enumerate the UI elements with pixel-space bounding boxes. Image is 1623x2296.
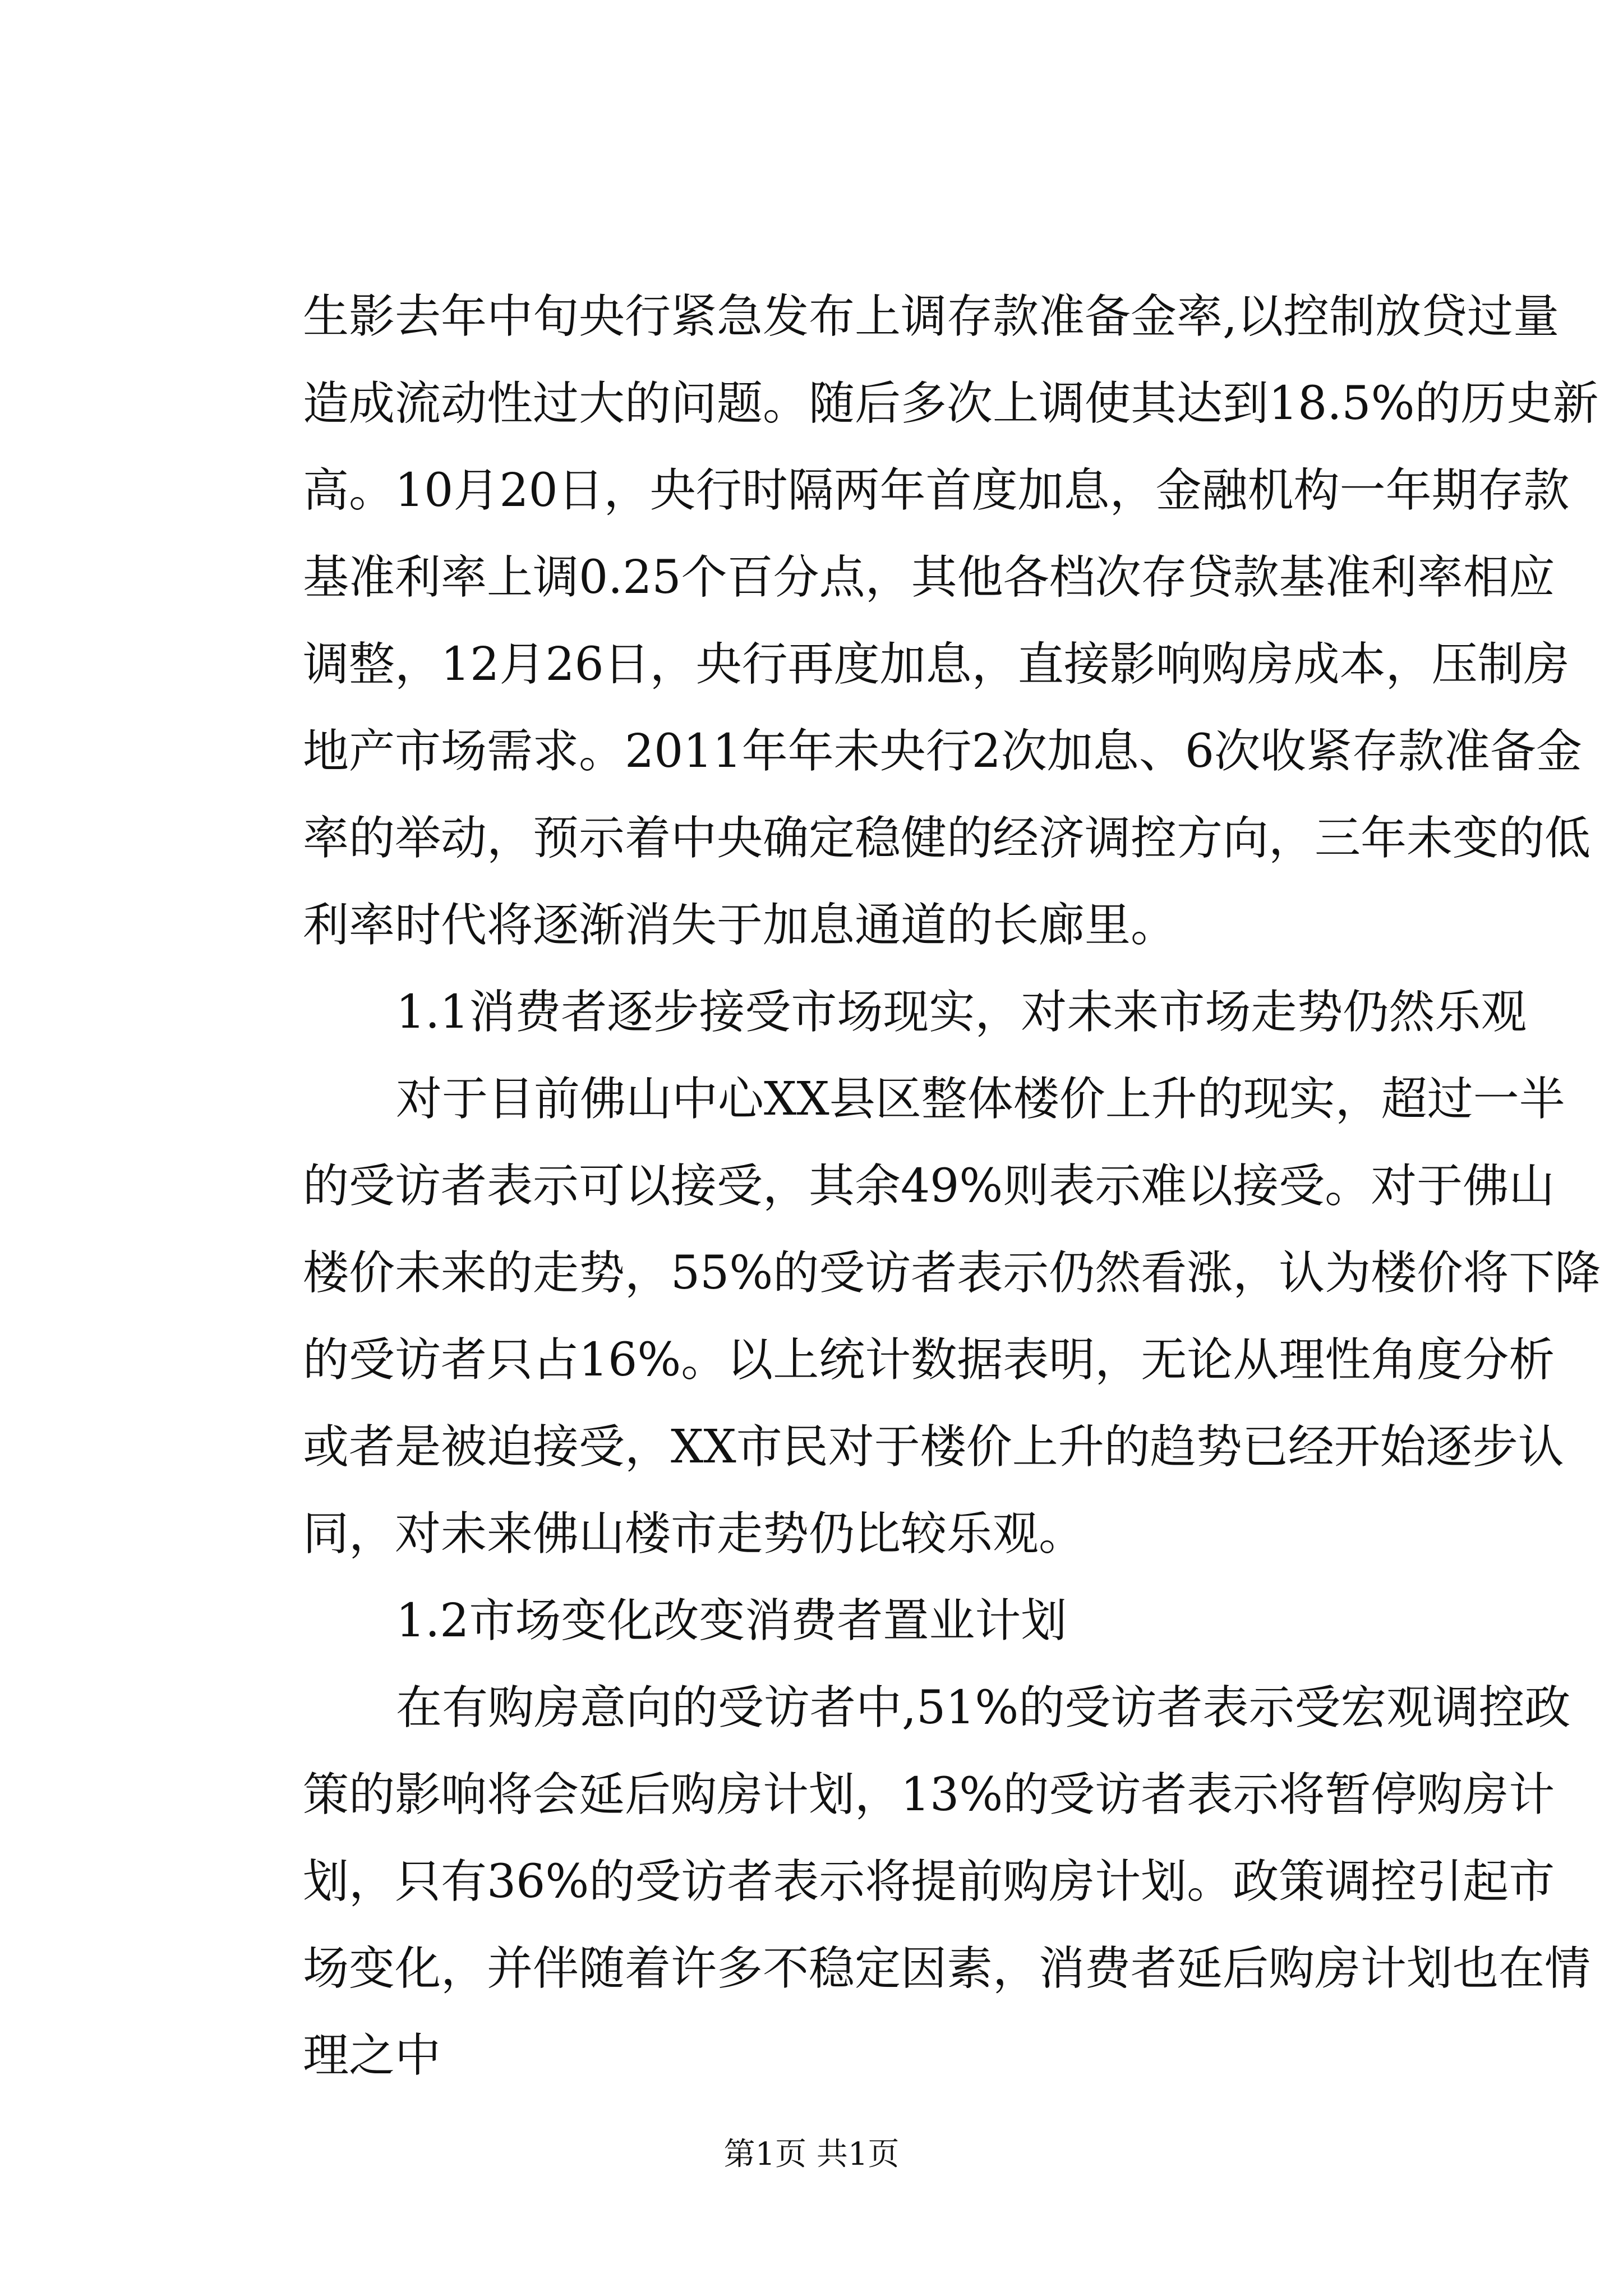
text-line: 的受访者表示可以接受，其余49%则表示难以接受。对于佛山 bbox=[303, 1159, 1555, 1213]
text-line: 场变化，并伴随着许多不稳定因素，消费者延后购房计划也在情 bbox=[303, 1942, 1591, 1995]
text-line: 造成流动性过大的问题。随后多次上调使其达到18.5%的历史新 bbox=[303, 377, 1599, 430]
text-line: 或者是被迫接受，XX市民对于楼价上升的趋势已经开始逐步认 bbox=[303, 1420, 1564, 1474]
text-line: 高。10月20日，央行时隔两年首度加息，金融机构一年期存款 bbox=[303, 464, 1570, 517]
text-line: 地产市场需求。2011年年未央行2次加息、6次收紧存款准备金 bbox=[303, 725, 1583, 778]
text-line: 调整，12月26日，央行再度加息，直接影响购房成本，压制房 bbox=[303, 638, 1570, 691]
text-line: 理之中 bbox=[303, 2029, 441, 2082]
text-line: 对于目前佛山中心XX县区整体楼价上升的现实，超过一半 bbox=[396, 1073, 1565, 1126]
text-line: 1.1消费者逐步接受市场现实，对未来市场走势仍然乐观 bbox=[396, 986, 1527, 1039]
text-line: 利率时代将逐渐消失于加息通道的长廊里。 bbox=[303, 899, 1177, 952]
document-body bbox=[303, 290, 1601, 2118]
text-line: 划，只有36%的受访者表示将提前购房计划。政策调控引起市 bbox=[303, 1855, 1555, 1908]
text-line: 1.2市场变化改变消费者置业计划 bbox=[396, 1594, 1067, 1648]
text-line: 楼价未来的走势，55%的受访者表示仍然看涨，认为楼价将下降 bbox=[303, 1246, 1601, 1300]
text-line: 率的举动，预示着中央确定稳健的经济调控方向，三年未变的低 bbox=[303, 812, 1591, 865]
text-line: 策的影响将会延后购房计划，13%的受访者表示将暂停购房计 bbox=[303, 1768, 1555, 1821]
text-line: 基准利率上调0.25个百分点，其他各档次存贷款基准利率相应 bbox=[303, 551, 1555, 604]
text-line: 在有购房意向的受访者中,51%的受访者表示受宏观调控政 bbox=[396, 1681, 1571, 1734]
text-line: 生影去年中旬央行紧急发布上调存款准备金率,以控制放贷过量 bbox=[303, 290, 1560, 343]
page-footer: 第1页 共1页 bbox=[723, 2136, 900, 2173]
text-line: 同，对未来佛山楼市走势仍比较乐观。 bbox=[303, 1507, 1085, 1561]
text-line: 的受访者只占16%。以上统计数据表明，无论从理性角度分析 bbox=[303, 1333, 1555, 1387]
